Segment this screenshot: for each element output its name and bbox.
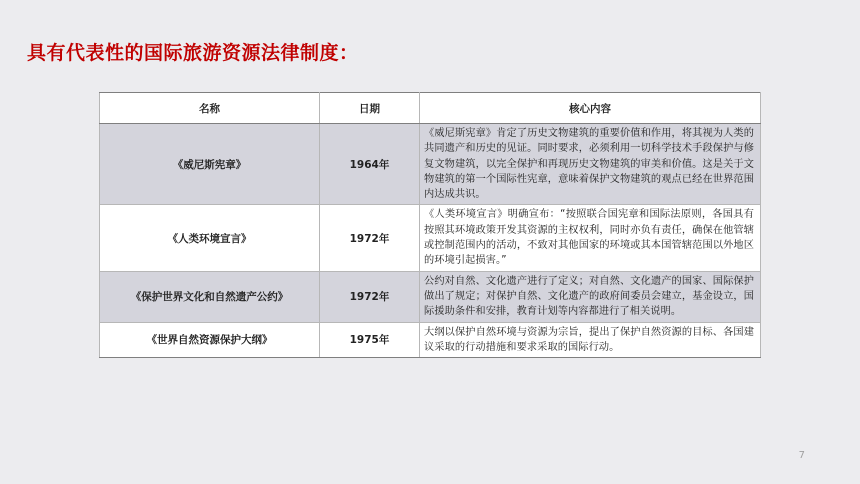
row-date: 1964年 <box>320 124 420 205</box>
table-header-row <box>100 93 761 124</box>
header-content: 核心内容 <box>420 93 761 124</box>
table-row <box>100 205 761 271</box>
slide-title: 具有代表性的国际旅游资源法律制度： <box>27 42 359 64</box>
page-number: 7 <box>798 450 805 461</box>
row-content: 《威尼斯宪章》肯定了历史文物建筑的重要价值和作用，将其视为人类的共同遗产和历史的见证。同时要求，必须利用一切科学技术手段保护与修复文物建筑，以完全保护和再现历史文物建筑的审美和价值。这是关于文物建筑的第一个国际性宪章，意味着保护文物建筑的观点已经在世界范围内达成共识。 <box>420 124 761 205</box>
header-name: 名称 <box>100 93 320 124</box>
row-date: 1972年 <box>320 271 420 322</box>
row-name: 《人类环境宣言》 <box>100 205 320 271</box>
header-date: 日期 <box>320 93 420 124</box>
table-row <box>100 271 761 322</box>
row-name: 《世界自然资源保护大纲》 <box>100 322 320 358</box>
row-content: 大纲以保护自然环境与资源为宗旨，提出了保护自然资源的目标、各国建议采取的行动措施和要求采取的国际行动。 <box>420 322 761 358</box>
table-row <box>100 322 761 358</box>
row-date: 1975年 <box>320 322 420 358</box>
row-name: 《威尼斯宪章》 <box>100 124 320 205</box>
laws-table <box>99 92 761 358</box>
row-name: 《保护世界文化和自然遗产公约》 <box>100 271 320 322</box>
row-content: 公约对自然、文化遗产进行了定义；对自然、文化遗产的国家、国际保护做出了规定；对保护自然、文化遗产的政府间委员会建立，基金设立，国际援助条件和安排，教育计划等内容都进行了相关说明。 <box>420 271 761 322</box>
row-content: 《人类环境宣言》明确宣布：“按照联合国宪章和国际法原则，各国具有按照其环境政策开发其资源的主权权利，同时亦负有责任，确保在他管辖或控制范围内的活动，不致对其他国家的环境或其本国管辖范围以外地区的环境引起损害。” <box>420 205 761 271</box>
row-date: 1972年 <box>320 205 420 271</box>
table-row <box>100 124 761 205</box>
